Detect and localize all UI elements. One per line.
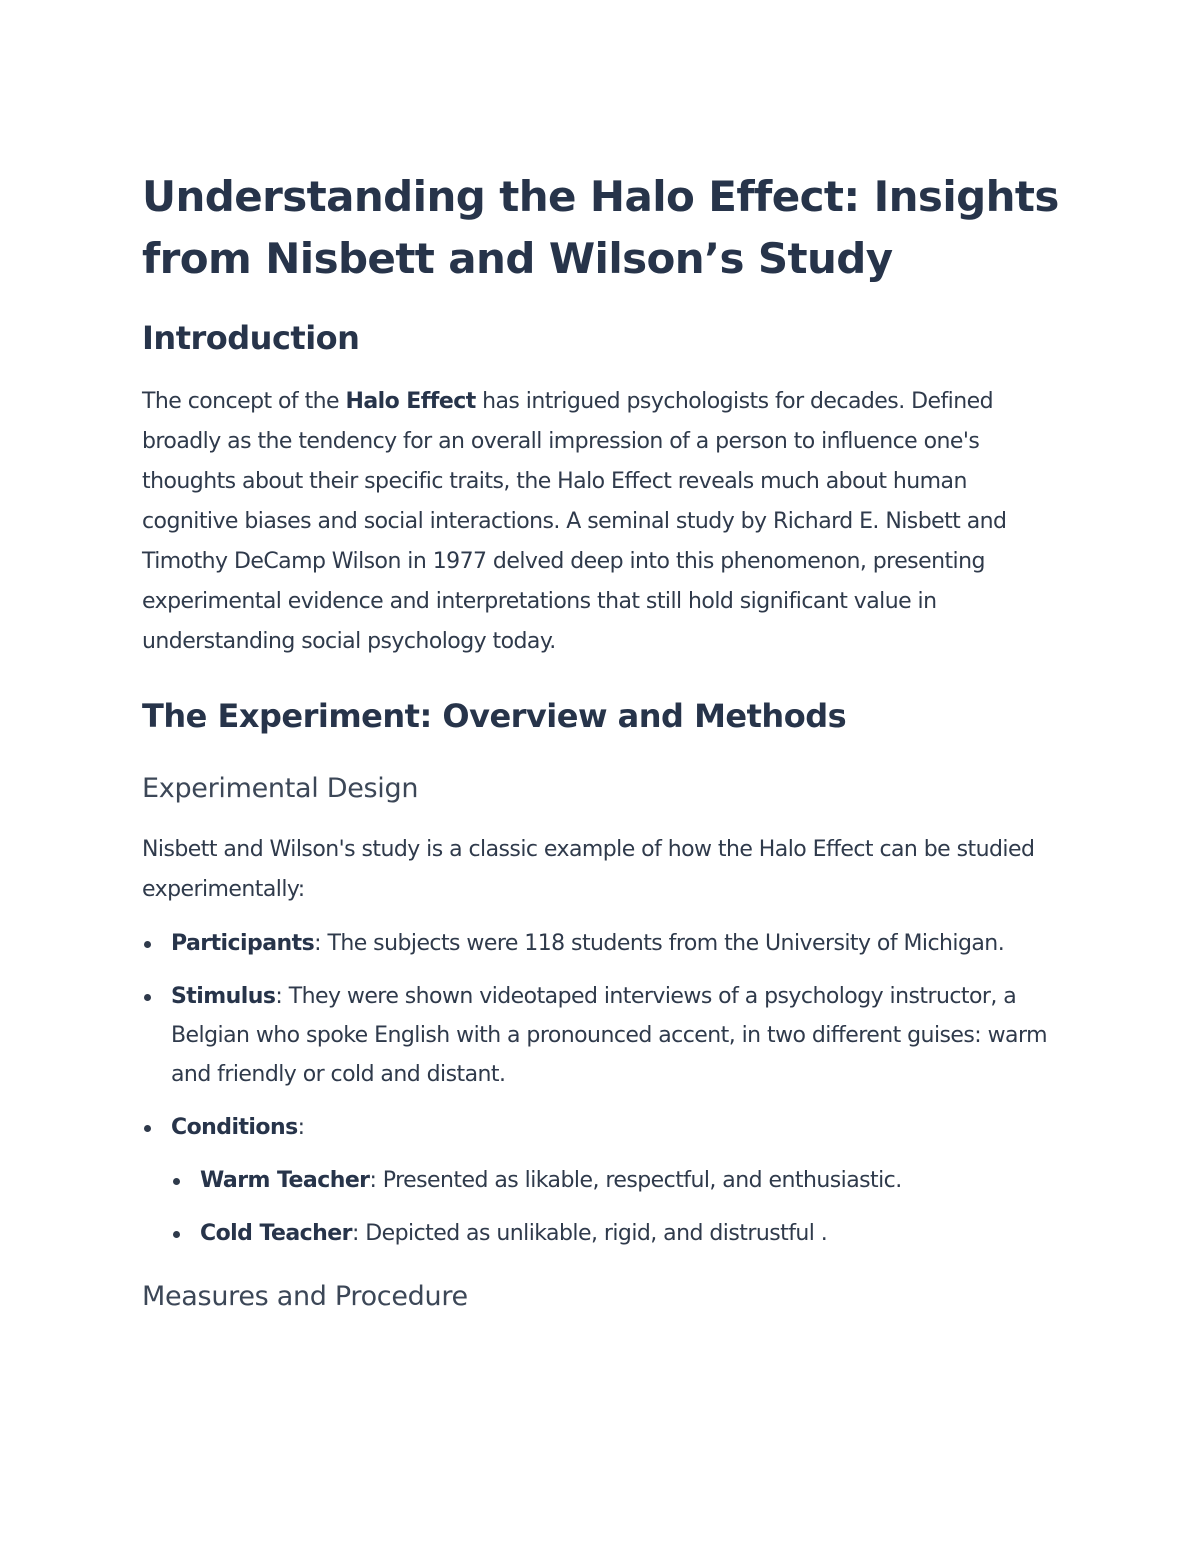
- bullet-dot-icon: [173, 1231, 180, 1238]
- introduction-paragraph: [142, 382, 1062, 662]
- design-paragraph: Nisbett and Wilson's study is a classic example of how the Halo Effect can be studied experimentally:: [142, 837, 1035, 902]
- list-item-stimulus: [142, 977, 1062, 1094]
- intro-text-start: The concept of the: [142, 389, 346, 414]
- bullet-dot-icon: [144, 1125, 151, 1132]
- list-item-label: Participants: [171, 931, 315, 956]
- subsection-heading-design: Experimental Design: [142, 773, 419, 804]
- intro-bold-term: Halo Effect: [345, 389, 476, 414]
- list-item-label: Warm Teacher: [200, 1168, 370, 1193]
- list-item-text: : Presented as likable, respectful, and enthusiastic.: [369, 1168, 902, 1193]
- bullet-dot-icon: [144, 941, 151, 948]
- bullet-dot-icon: [144, 994, 151, 1001]
- list-item-text: : They were shown videotaped interviews of a psychology instructor, a Belgian who spoke English with a pronounced accent, in two different guises: warm and friendly or cold and distant.: [171, 984, 1047, 1087]
- list-item-text: : Depicted as unlikable, rigid, and distrustful .: [351, 1221, 828, 1246]
- conditions-sublist: [171, 1161, 1062, 1253]
- section-heading-introduction: Introduction: [142, 319, 360, 357]
- intro-text-rest: has intrigued psychologists for decades. Defined broadly as the tendency for an overall impression of a person to influence one's thoughts about their specific traits, the Halo Effect reveals much about human cognitive biases and social interactions. A seminal study by Richard E. Nisbett and Timothy DeCamp Wilson in 1977 delved deep into this phenomenon, presenting experimental evidence and interpretations that still hold significant value in understanding social psychology today.: [142, 389, 1007, 654]
- list-item-participants: [142, 924, 1062, 963]
- list-item-label: Conditions: [171, 1115, 298, 1140]
- list-item-text: : The subjects were 118 students from the University of Michigan.: [314, 931, 1005, 956]
- document-title: Understanding the Halo Effect: Insights from Nisbett and Wilson’s Study: [142, 172, 1059, 283]
- subsection-heading-measures: Measures and Procedure: [142, 1281, 468, 1312]
- bullet-dot-icon: [173, 1178, 180, 1185]
- document-content: [142, 166, 1062, 1319]
- list-item-warm-teacher: [171, 1161, 1062, 1200]
- design-bullet-list: [142, 924, 1062, 1253]
- list-item-text: :: [297, 1115, 305, 1140]
- list-item-conditions: [142, 1108, 1062, 1253]
- list-item-label: Stimulus: [171, 984, 276, 1009]
- list-item-cold-teacher: [171, 1214, 1062, 1253]
- list-item-label: Cold Teacher: [200, 1221, 352, 1246]
- section-heading-experiment: The Experiment: Overview and Methods: [142, 697, 847, 735]
